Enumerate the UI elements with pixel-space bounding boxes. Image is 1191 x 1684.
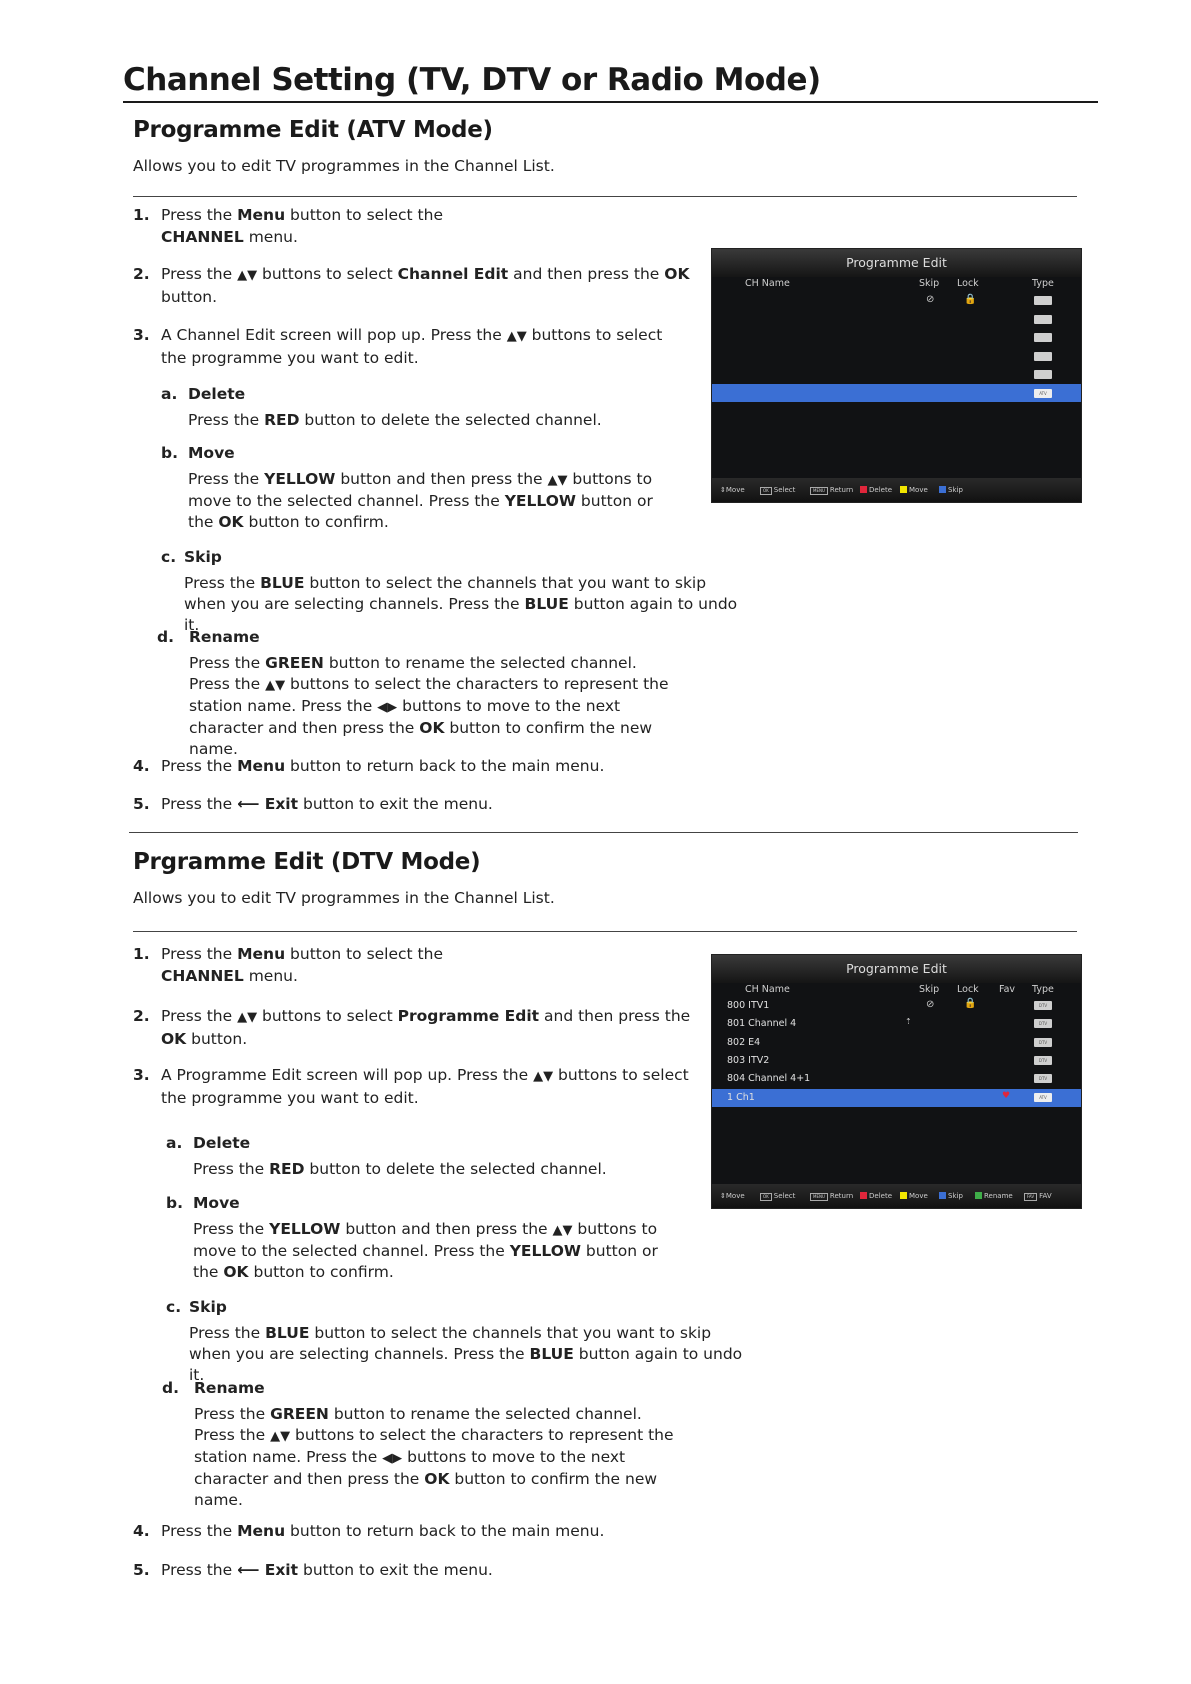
selected-row[interactable] <box>712 384 1081 402</box>
skip-icon: ⊘ <box>926 294 935 305</box>
menu-key-icon: MENU <box>810 487 828 495</box>
col-type: Type <box>1032 984 1054 995</box>
dtv-intro: Allows you to edit TV programmes in the Channel List. <box>133 889 555 907</box>
skip-icon: ⊘ <box>926 999 935 1010</box>
updown-icon: ⇕ <box>720 486 726 494</box>
yellow-key-icon <box>900 1192 907 1199</box>
type-badge-atv: ATV <box>1034 1093 1052 1102</box>
fav-heart-icon: ♥ <box>1002 1091 1011 1101</box>
col-ch-name: CH Name <box>745 984 790 995</box>
channel-row[interactable]: 803 ITV2 DTV <box>712 1052 1081 1070</box>
dtv-programme-edit-screen <box>711 954 1082 1209</box>
channel-row[interactable]: 802 E4 DTV <box>712 1034 1081 1052</box>
screen-title: Programme Edit <box>712 955 1081 983</box>
ok-key-icon: OK <box>760 487 772 495</box>
screen-title: Programme Edit <box>712 249 1081 277</box>
fav-key-icon: FAV <box>1024 1193 1037 1201</box>
col-fav: Fav <box>999 984 1016 995</box>
type-badge <box>1034 315 1052 324</box>
red-key-icon <box>860 1192 867 1199</box>
title-rule <box>123 101 1098 103</box>
type-badge-atv: ATV <box>1034 389 1052 398</box>
screen-footer: ⇕Move OK Select MENU Return Delete Move Skip <box>712 478 1081 502</box>
type-badge: DTV <box>1034 1056 1052 1065</box>
channel-row[interactable]: 804 Channel 4+1 DTV <box>712 1070 1081 1088</box>
move-marker-icon: ⇡ <box>905 1017 912 1026</box>
type-badge <box>1034 296 1052 305</box>
blue-key-icon <box>939 486 946 493</box>
atv-intro: Allows you to edit TV programmes in the Channel List. <box>133 157 555 175</box>
type-badge: DTV <box>1034 1038 1052 1047</box>
lock-icon: 🔒 <box>964 998 977 1009</box>
dtv-heading: Prgramme Edit (DTV Mode) <box>133 849 481 875</box>
col-skip: Skip <box>919 278 940 289</box>
atv-programme-edit-screen <box>711 248 1082 503</box>
exit-arrow-icon: ⟵ <box>237 1561 260 1579</box>
page-title: Channel Setting (TV, DTV or Radio Mode) <box>123 62 821 98</box>
lock-icon: 🔒 <box>964 294 977 305</box>
red-key-icon <box>860 486 867 493</box>
col-skip: Skip <box>919 984 940 995</box>
section-divider <box>129 832 1078 833</box>
type-badge: DTV <box>1034 1019 1052 1028</box>
green-key-icon <box>975 1192 982 1199</box>
col-ch-name: CH Name <box>745 278 790 289</box>
exit-arrow-icon: ⟵ <box>237 795 260 813</box>
type-badge <box>1034 370 1052 379</box>
col-lock: Lock <box>957 278 979 289</box>
updown-icon: ⇕ <box>720 1192 726 1200</box>
screen-footer: ⇕Move OK Select MENU Return Delete Move Skip Rename FAV FAV <box>712 1184 1081 1208</box>
type-badge <box>1034 352 1052 361</box>
ok-key-icon: OK <box>760 1193 772 1201</box>
col-lock: Lock <box>957 984 979 995</box>
type-badge: DTV <box>1034 1074 1052 1083</box>
selected-channel-row[interactable]: 1 Ch1 ♥ ATV <box>712 1089 1081 1107</box>
type-badge <box>1034 333 1052 342</box>
atv-rule <box>133 196 1077 197</box>
dtv-rule <box>133 931 1077 932</box>
channel-row[interactable]: 801 Channel 4 ⇡ DTV <box>712 1015 1081 1033</box>
blue-key-icon <box>939 1192 946 1199</box>
menu-key-icon: MENU <box>810 1193 828 1201</box>
channel-row[interactable]: 800 ITV1 ⊘ 🔒 DTV <box>712 997 1081 1015</box>
type-badge: DTV <box>1034 1001 1052 1010</box>
col-type: Type <box>1032 278 1054 289</box>
yellow-key-icon <box>900 486 907 493</box>
atv-heading: Programme Edit (ATV Mode) <box>133 117 493 143</box>
